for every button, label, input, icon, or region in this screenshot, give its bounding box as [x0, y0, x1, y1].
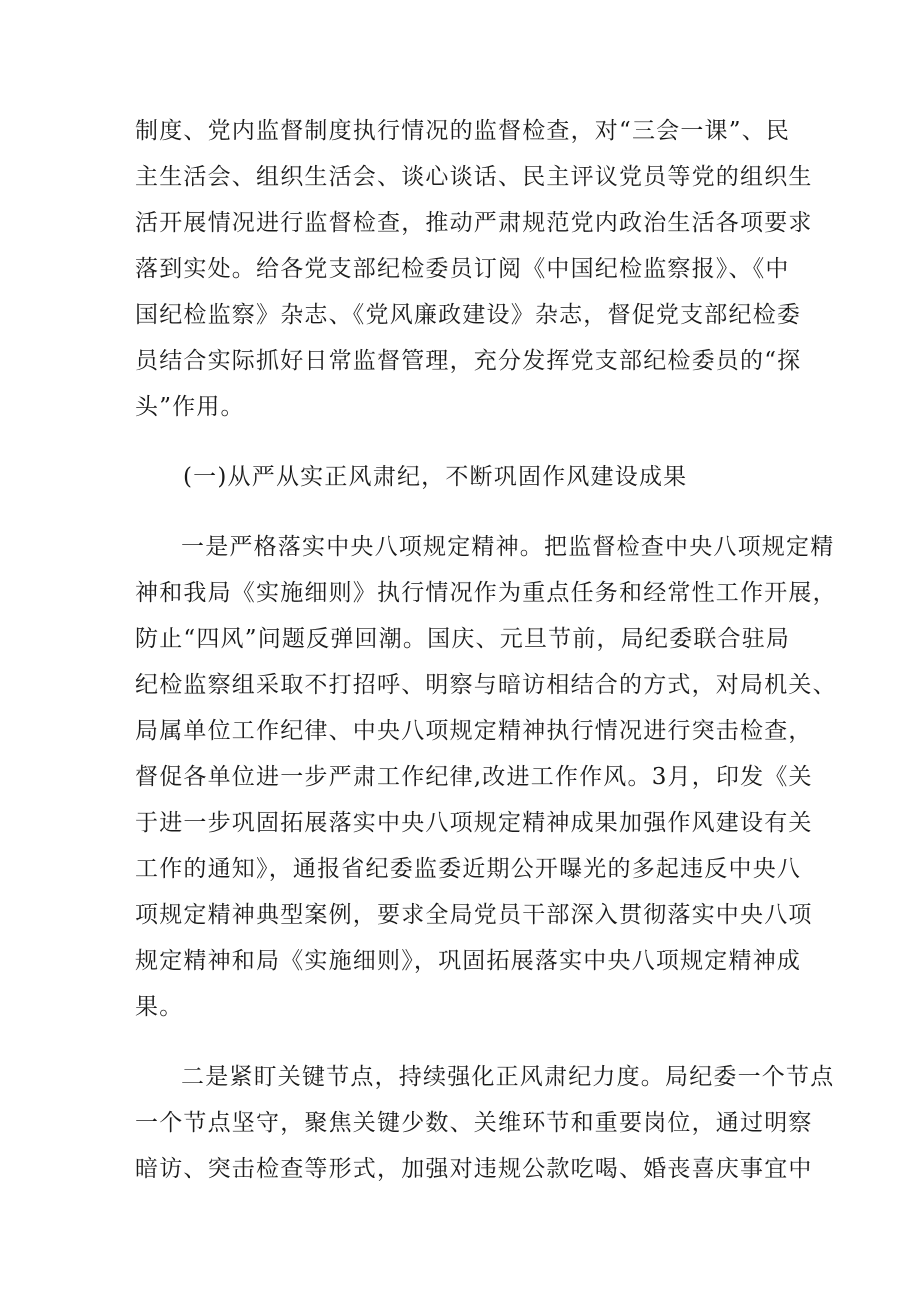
paragraph-line: 二是紧盯关键节点，持续强化正风肃纪力度。局纪委一个节点 [181, 1064, 835, 1090]
paragraph-line: 局属单位工作纪律、中央八项规定精神执行情况进行突击检查， [135, 718, 813, 744]
paragraph-line: 一个节点坚守，聚焦关键少数、关维环节和重要岗位，通过明察 [135, 1110, 813, 1136]
document-body [135, 108, 837, 1192]
paragraph-line: 暗访、突击检查等形式，加强对违规公款吃喝、婚丧喜庆事宜中 [135, 1156, 813, 1182]
paragraph-line: 制度、党内监督制度执行情况的监督检查，对“三会一课”、民 [135, 118, 791, 144]
paragraph-line: 落到实处。给各党支部纪检委员订阅《中国纪检监察报》、《中 [135, 256, 790, 282]
paragraph-line: 员结合实际抓好日常监督管理，充分发挥党支部纪检委员的“探 [135, 348, 802, 374]
paragraph-line: 果。 [135, 994, 184, 1020]
paragraph-1 [135, 108, 813, 430]
paragraph-3 [135, 1054, 835, 1192]
paragraph-line: 督促各单位进一步严肃工作纪律,改进工作作风。3月，印发《关 [135, 764, 813, 790]
paragraph-line: 纪检监察组采取不打招呼、明察与暗访相结合的方式，对局机关、 [135, 672, 837, 698]
paragraph-2 [135, 524, 837, 1030]
paragraph-line: 活开展情况进行监督检查，推动严肃规范党内政治生活各项要求 [135, 210, 813, 236]
paragraph-spacer [135, 500, 789, 524]
paragraph-spacer [135, 430, 789, 454]
paragraph-line: 主生活会、组织生活会、谈心谈话、民主评议党员等党的组织生 [135, 164, 813, 190]
paragraph-line: 工作的通知》，通报省纪委监委近期公开曝光的多起违反中央八 [135, 856, 802, 882]
paragraph-spacer [135, 1030, 789, 1054]
paragraph-line: 防止“四风”问题反弹回潮。国庆、元旦节前，局纪委联合驻局 [135, 626, 791, 652]
paragraph-line: 头”作用。 [135, 394, 245, 420]
paragraph-line: 一是严格落实中央八项规定精神。把监督检查中央八项规定精 [181, 534, 835, 560]
paragraph-line: 项规定精神典型案例，要求全局党员干部深入贯彻落实中央八项 [135, 902, 813, 928]
paragraph-line: 神和我局《实施细则》执行情况作为重点任务和经常性工作开展， [135, 580, 837, 606]
section-heading: (一)从严从实正风肃纪，不断巩固作风建设成果 [183, 464, 688, 490]
paragraph-line: 规定精神和局《实施细则》，巩固拓展落实中央八项规定精神成 [135, 948, 802, 974]
paragraph-line: 于进一步巩固拓展落实中央八项规定精神成果加强作风建设有关 [135, 810, 813, 836]
paragraph-line: 国纪检监察》杂志、《党风廉政建设》杂志，督促党支部纪检委 [135, 302, 802, 328]
